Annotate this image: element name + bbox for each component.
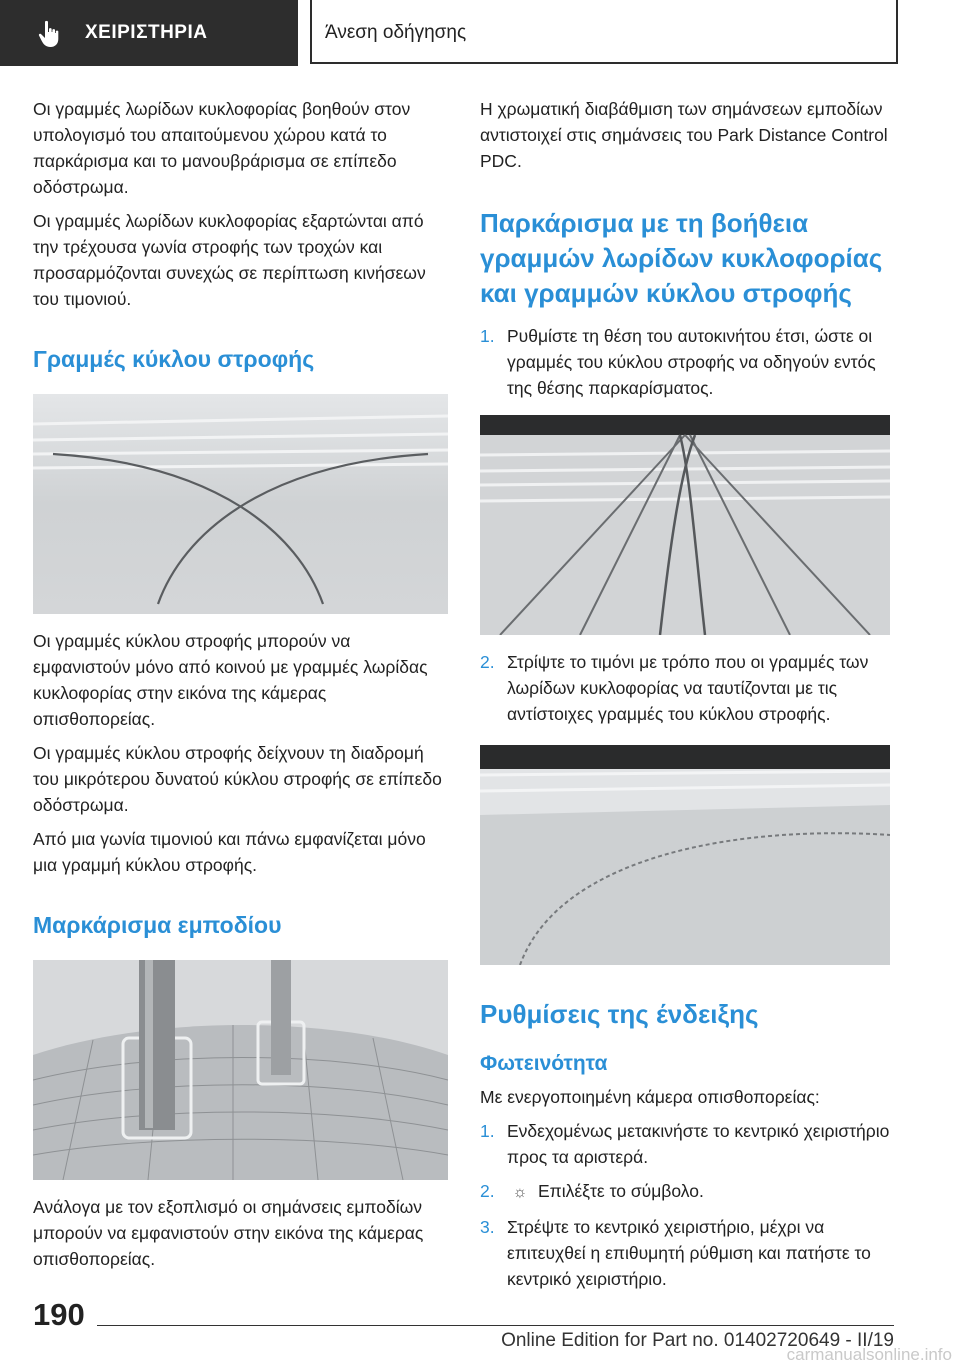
edition-text: Online Edition for Part no. 01402720649 - II/19 [501, 1330, 894, 1351]
paragraph: Η χρωματική διαβάθμιση των σημάνσεων εμποδίων αντιστοιχεί στις σημάνσεις του Park Distance Control PDC. [480, 99, 888, 171]
step-text: Στρίψτε το τιμόνι με τρόπο που οι γραμμές των λωρίδων κυκλοφορίας να ταυτίζονται με τις αντίστοιχες γραμμές του κύκλου στροφής. [507, 652, 869, 724]
brightness-steps [480, 1118, 895, 1292]
list-item [480, 1118, 895, 1170]
page-header [0, 0, 960, 66]
hand-pointer-icon [38, 20, 62, 48]
heading-parking-assist: Παρκάρισμα με τη βοήθεια γραμμών λωρίδων κυκλοφορίας και γραμμών κύκλου στροφής [480, 208, 883, 308]
parking-guidance-image [480, 415, 890, 635]
right-column [480, 96, 895, 1292]
paragraph: Οι γραμμές κύκλου στροφής δείχνουν τη διαδρομή του μικρότερου δυνατού κύκλου στροφής σε επίπεδο οδόστρωμα. [33, 743, 442, 815]
list-item [480, 1214, 895, 1292]
footer-divider [97, 1325, 894, 1326]
obstacle-marking-image [33, 960, 448, 1180]
brightness-sun-icon: ☼ [512, 1184, 528, 1201]
step-text: Ενδεχομένως μετακινήστε το κεντρικό χειριστήριο προς τα αριστερά. [507, 1121, 890, 1167]
paragraph: Οι γραμμές κύκλου στροφής μπορούν να εμφανιστούν μόνο από κοινού με γραμμές λωρίδας κυκλοφορίας στην εικόνα της κάμερας οπισθοπορείας. [33, 631, 428, 729]
paragraph: Ανάλογα με τον εξοπλισμό οι σημάνσεις εμποδίων μπορούν να εμφανιστούν στην εικόνα της κάμερας οπισθοπορείας. [33, 1197, 424, 1269]
step-number: 1. [480, 326, 495, 346]
paragraph: Από μια γωνία τιμονιού και πάνω εμφανίζεται μόνο μια γραμμή κύκλου στροφής. [33, 829, 426, 875]
step-number: 1. [480, 1121, 495, 1141]
parking-steps [480, 323, 895, 401]
turning-circle-lines-image [33, 394, 448, 614]
heading-brightness: Φωτεινότητα [480, 1052, 608, 1075]
page-number: 190 [33, 1297, 85, 1332]
step-text: Ρυθμίστε τη θέση του αυτοκινήτου έτσι, ώστε οι γραμμές του κύκλου στροφής να οδηγούν εντός της θέσης παρκαρίσματος. [507, 326, 876, 398]
paragraph: Οι γραμμές λωρίδων κυκλοφορίας εξαρτώνται από την τρέχουσα γωνία στροφής των τροχών και προσαρμόζονται συνεχώς σε περίπτωση κινήσεων του τιμονιού. [33, 211, 426, 309]
section-tab [0, 0, 298, 66]
paragraph: Με ενεργοποιημένη κάμερα οπισθοπορείας: [480, 1087, 820, 1107]
list-item [480, 323, 895, 401]
heading-turning-circle: Γραμμές κύκλου στροφής [33, 346, 315, 372]
section-title: ΧΕΙΡΙΣΤΗΡΙΑ [85, 22, 208, 43]
paragraph: Οι γραμμές λωρίδων κυκλοφορίας βοηθούν στον υπολογισμό του απαιτούμενου χώρου κατά το παρκάρισμα και το μανουβράρισμα σε επίπεδο οδόστρωμα. [33, 99, 411, 197]
watermark: carmanualsonline.info [786, 1345, 952, 1364]
step-number: 3. [480, 1217, 495, 1237]
heading-display-settings: Ρυθμίσεις της ένδειξης [480, 999, 759, 1029]
list-item [480, 649, 895, 727]
chapter-title: Άνεση οδήγησης [325, 22, 467, 43]
step-number: 2. [480, 1181, 495, 1201]
left-column [33, 96, 448, 1282]
heading-obstacle-marking: Μαρκάρισμα εμποδίου [33, 912, 282, 938]
aligned-lines-image [480, 745, 890, 965]
parking-steps-continued [480, 649, 895, 727]
step-text: Επιλέξτε το σύμβολο. [538, 1181, 704, 1201]
chapter-tab [310, 0, 898, 64]
step-text: Στρέψτε το κεντρικό χειριστήριο, μέχρι να επιτευχθεί η επιθυμητή ρύθμιση και πατήστε το κεντρικό χειριστήριο. [507, 1217, 871, 1289]
list-item [480, 1178, 895, 1206]
step-number: 2. [480, 652, 495, 672]
